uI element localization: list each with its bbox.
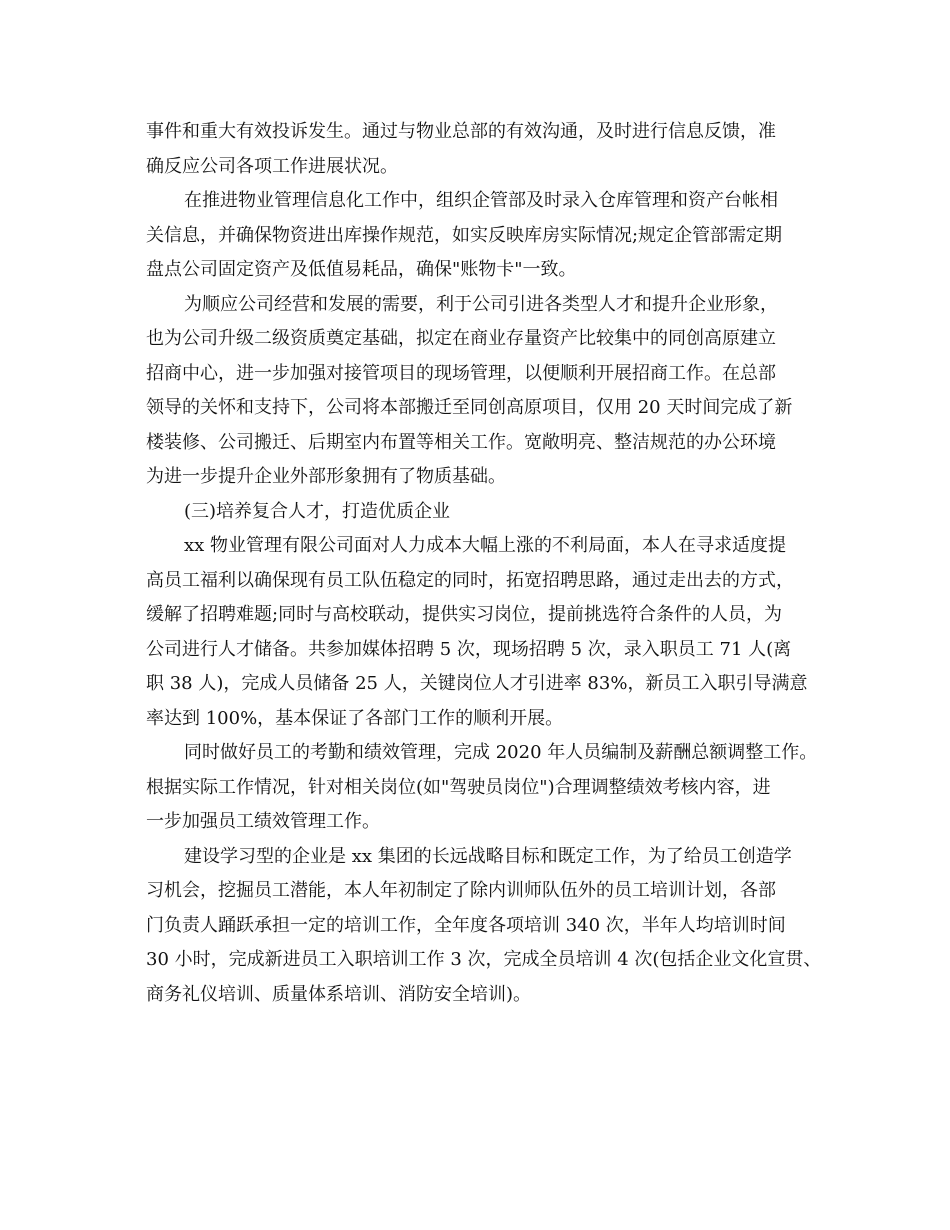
text-line: 在推进物业管理信息化工作中，组织企管部及时录入仓库管理和资产台帐相 [184,190,778,211]
text-line: 率达到 100%，基本保证了各部门工作的顺利开展。 [146,707,564,729]
text-line: 招商中心，进一步加强对接管项目的现场管理，以便顺利开展招商工作。在总部 [146,362,776,384]
document-body [146,115,826,1012]
text-line: 为顺应公司经营和发展的需要，利于公司引进各类型人才和提升企业形象， [184,293,778,315]
text-line: 事件和重大有效投诉发生。通过与物业总部的有效沟通，及时进行信息反馈，准 [146,121,776,142]
text-line: 领导的关怀和支持下，公司将本部搬迁至同创高原项目，仅用 20 天时间完成了新 [146,397,793,418]
text-line: 职 38 人)，完成人员储备 25 人，关键岗位人才引进率 83%，新员工入职引导满意 [146,673,808,694]
text-line: (三)培养复合人才，打造优质企业 [184,500,451,522]
text-line: 楼装修、公司搬迁、后期室内布置等相关工作。宽敞明亮、整洁规范的办公环境 [146,431,776,453]
text-line: 建设学习型的企业是 xx 集团的长远战略目标和既定工作，为了给员工创造学 [184,845,792,867]
text-line: 也为公司升级二级资质奠定基础，拟定在商业存量资产比较集中的同创高原建立 [146,328,776,349]
text-line: 商务礼仪培训、质量体系培训、消防安全培训)。 [146,983,532,1005]
text-line: 根据实际工作情况，针对相关岗位(如"驾驶员岗位")合理调整绩效考核内容，进 [146,776,771,798]
text-line: 门负责人踊跃承担一定的培训工作，全年度各项培训 340 次，半年人均培训时间 [146,914,786,936]
text-line: xx 物业管理有限公司面对人力成本大幅上涨的不利局面，本人在寻求适度提 [184,535,787,556]
text-line: 缓解了招聘难题;同时与高校联动，提供实习岗位，提前挑选符合条件的人员，为 [146,604,783,625]
text-line: 一步加强员工绩效管理工作。 [146,811,380,832]
text-line: 30 小时，完成新进员工入职培训工作 3 次，完成全员培训 4 次(包括企业文化宣贯、 [146,949,822,970]
text-line: 确反应公司各项工作进展状况。 [146,155,398,177]
text-line: 盘点公司固定资产及低值易耗品，确保"账物卡"一致。 [146,259,577,280]
text-line: 习机会，挖掘员工潜能，本人年初制定了除内训师队伍外的员工培训计划，各部 [146,880,776,901]
text-line: 公司进行人才储备。共参加媒体招聘 5 次，现场招聘 5 次，录入职员工 71 人(离 [146,638,792,660]
text-line: 同时做好员工的考勤和绩效管理，完成 2020 年人员编制及薪酬总额调整工作。 [184,742,818,763]
text-line: 关信息，并确保物资进出库操作规范，如实反映库房实际情况;规定企管部需定期 [146,224,783,246]
text-line: 为进一步提升企业外部形象拥有了物质基础。 [146,466,506,487]
text-line: 高员工福利以确保现有员工队伍稳定的同时，拓宽招聘思路，通过走出去的方式， [146,569,794,591]
